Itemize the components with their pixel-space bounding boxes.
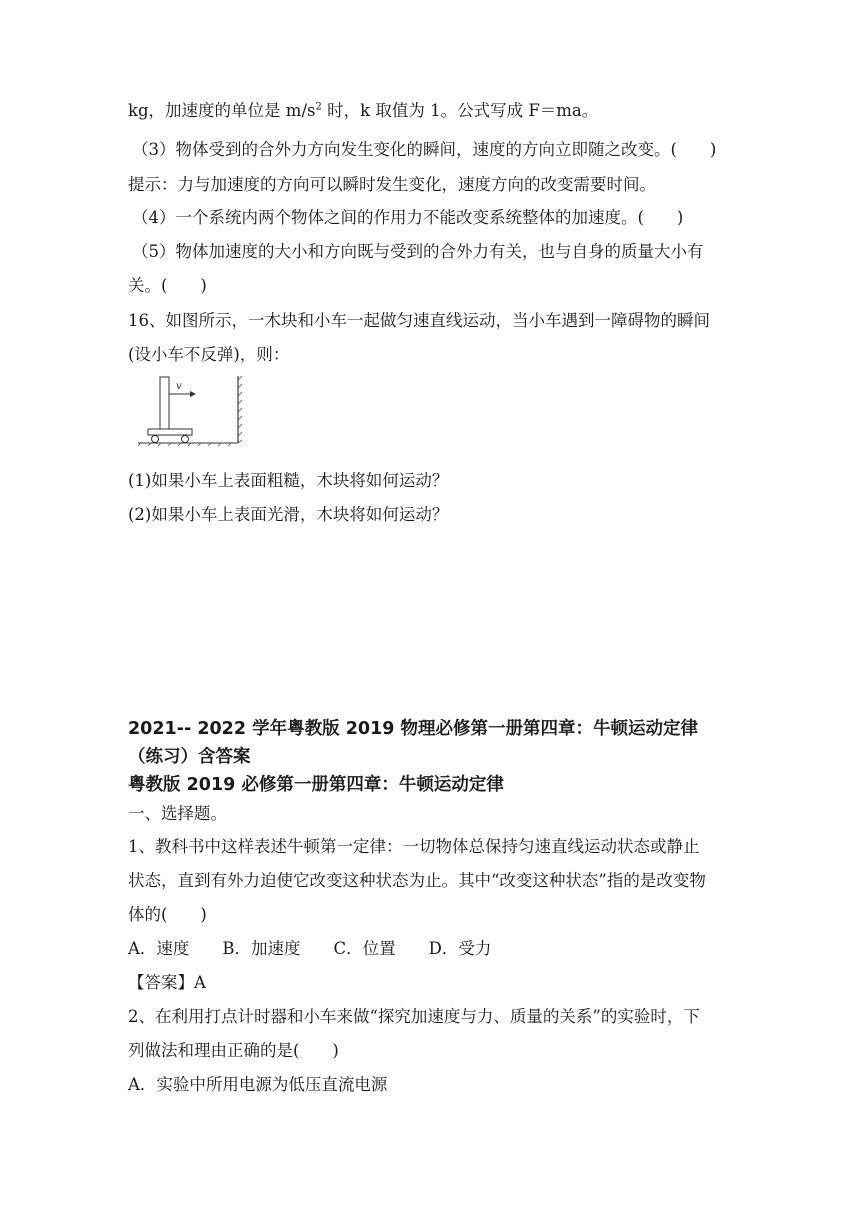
cart-block-figure (138, 374, 250, 446)
question-statement-3: （3）物体受到的合外力方向发生变化的瞬间，速度的方向立即随之改变。( ) (132, 140, 717, 159)
question-1-options: A．速度 B．加速度 C．位置 D．受力 (128, 939, 492, 958)
superscript: 2 (315, 101, 322, 113)
question-1-answer: 【答案】A (128, 973, 206, 992)
question-statement-5: （5）物体加速度的大小和方向既与受到的合外力有关，也与自身的质量大小有 (132, 242, 704, 261)
text-segment: kg，加速度的单位是 m/s (128, 101, 316, 120)
question-1-cont: 状态，直到有外力迫使它改变这种状态为止。其中“改变这种状态”指的是改变物 (128, 871, 706, 890)
sub-question-1: (1)如果小车上表面粗糙，木块将如何运动？ (128, 471, 449, 490)
question-statement-5-cont: 关。( ) (128, 276, 207, 295)
sub-question-2: (2)如果小车上表面光滑，木块将如何运动？ (128, 505, 449, 524)
question-1-cont-2: 体的( ) (128, 905, 207, 924)
question-1: 1、教科书中这样表述牛顿第一定律：一切物体总保持匀速直线运动状态或静止 (128, 837, 700, 856)
text-line-unit-formula (128, 100, 738, 122)
question-2-option-a: A．实验中所用电源为低压直流电源 (128, 1075, 388, 1094)
question-statement-4: （4）一个系统内两个物体之间的作用力不能改变系统整体的加速度。( ) (132, 208, 684, 227)
document-title-line-1: 2021-- 2022 学年粤教版 2019 物理必修第一册第四章：牛顿运动定律 (128, 719, 699, 739)
cart-block-diagram (138, 374, 250, 446)
chapter-heading: 粤教版 2019 必修第一册第四章：牛顿运动定律 (128, 775, 504, 795)
question-16: 16、如图所示，一木块和小车一起做匀速直线运动，当小车遇到一障碍物的瞬间 (128, 311, 710, 330)
hint-text: 提示：力与加速度的方向可以瞬时发生变化，速度方向的改变需要时间。 (128, 175, 656, 194)
document-title-line-2: （练习）含答案 (128, 747, 251, 767)
question-2: 2、在利用打点计时器和小车来做“探究加速度与力、质量的关系”的实验时，下 (128, 1007, 700, 1026)
text-segment: 时，k 取值为 1。公式写成 F＝ma。 (321, 101, 599, 120)
question-16-cont: (设小车不反弹)，则： (128, 345, 290, 364)
section-heading: 一、选择题。 (128, 804, 227, 823)
question-2-cont: 列做法和理由正确的是( ) (128, 1041, 339, 1060)
velocity-label: v (176, 381, 182, 392)
